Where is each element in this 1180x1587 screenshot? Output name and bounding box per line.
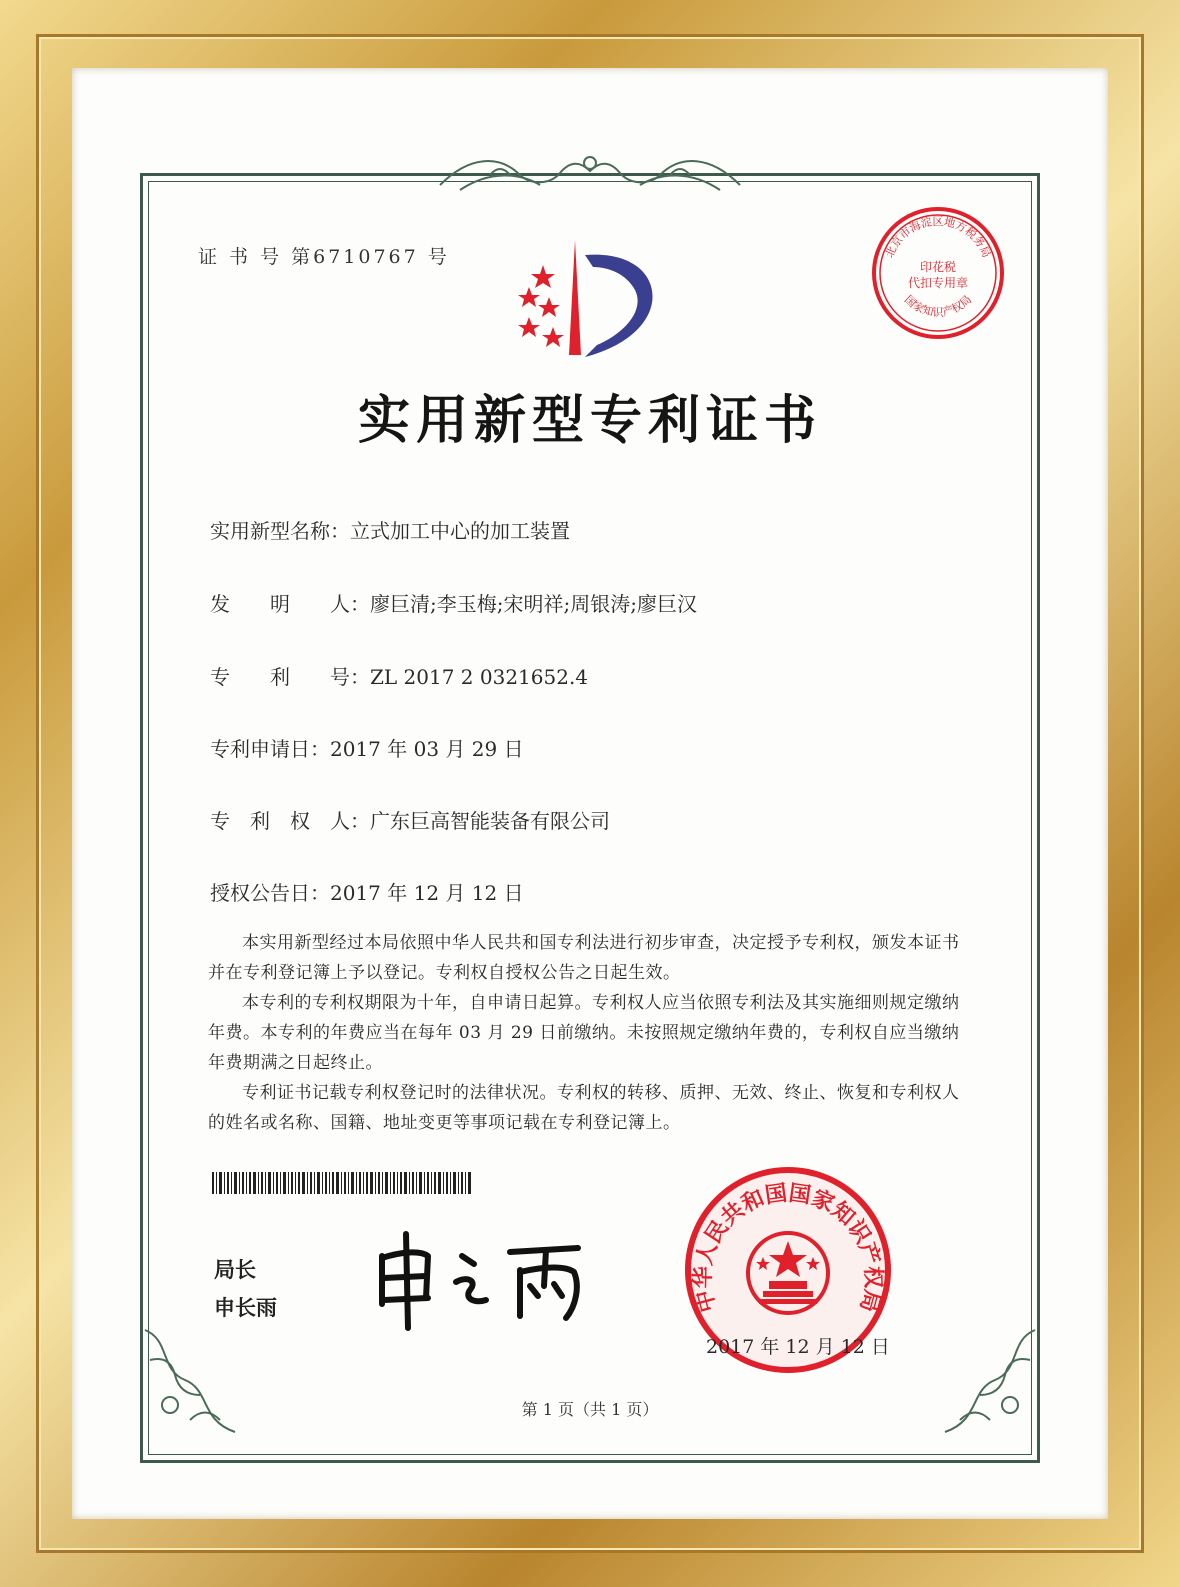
field-label: 专利申请日： [210,737,330,761]
director-name: 申长雨 [214,1296,277,1320]
paragraph-grant-statement: 本实用新型经过本局依照中华人民共和国专利法进行初步审查，决定授予专利权，颁发本证书并在专利登记簿上予以登记。专利权自授权公告之日起生效。 [208,933,960,983]
field-value: ZL 2017 2 0321652.4 [370,665,589,689]
svg-text:国家知识产权局 [902,293,974,319]
field-patentee [210,805,610,834]
field-value: 廖巨清;李玉梅;宋明祥;周银涛;廖巨汉 [370,592,697,616]
field-utility-model-name [210,515,570,544]
tax-stamp-seal [868,203,1008,343]
director-signature [370,1226,600,1336]
ornament-bottom-right-icon [930,1320,1040,1440]
page-title: 实用新型专利证书 [357,390,822,451]
seal-text: 中华人民共和国国家知识产权局 [690,1181,886,1315]
field-label: 授权公告日： [210,881,330,905]
seal-text: 北京市海淀区地方税务局 [882,215,994,260]
paragraph-legal-status: 专利证书记载专利权登记时的法律状况。专利权的转移、质押、无效、终止、恢复和专利权人的姓名或名称、国籍、地址变更等事项记载在专利登记簿上。 [208,1083,960,1133]
field-grant-date [210,877,524,906]
field-inventor [210,588,697,617]
field-label: 专 利 权 人： [210,809,370,833]
seal-text: 国家知识产权局 [901,292,975,319]
seal-text: 印花税 [919,260,957,274]
ornament-bottom-left-icon [140,1320,250,1440]
director-title: 局长 [214,1258,256,1282]
field-value: 立式加工中心的加工装置 [350,519,570,543]
certificate-number: 证 书 号 第6710767 号 [198,246,450,268]
field-label: 专 利 号： [210,665,370,689]
field-value: 2017 年 03 月 29 日 [330,737,524,761]
field-application-date [210,733,524,762]
field-label: 发 明 人： [210,592,370,616]
barcode-icon [212,1172,472,1194]
issue-date: 2017 年 12 月 12 日 [706,1336,890,1358]
page-number: 第 1 页（共 1 页） [521,1400,659,1419]
field-value: 广东巨高智能装备有限公司 [370,809,610,833]
paragraph-term-fees: 本专利的专利权期限为十年，自申请日起算。专利权人应当依照专利法及其实施细则规定缴纳年费。本专利的年费应当在每年 03 月 29 日前缴纳。未按照规定缴纳年费的，专利权自应当缴纳年费期满之日起终止。 [208,993,960,1073]
field-label: 实用新型名称： [210,519,350,543]
field-patent-number [210,661,588,690]
ornament-top-icon [430,145,750,205]
seal-text: 代扣专用章 [907,276,969,290]
patent-office-emblem-icon [505,235,675,365]
field-value: 2017 年 12 月 12 日 [330,881,524,905]
